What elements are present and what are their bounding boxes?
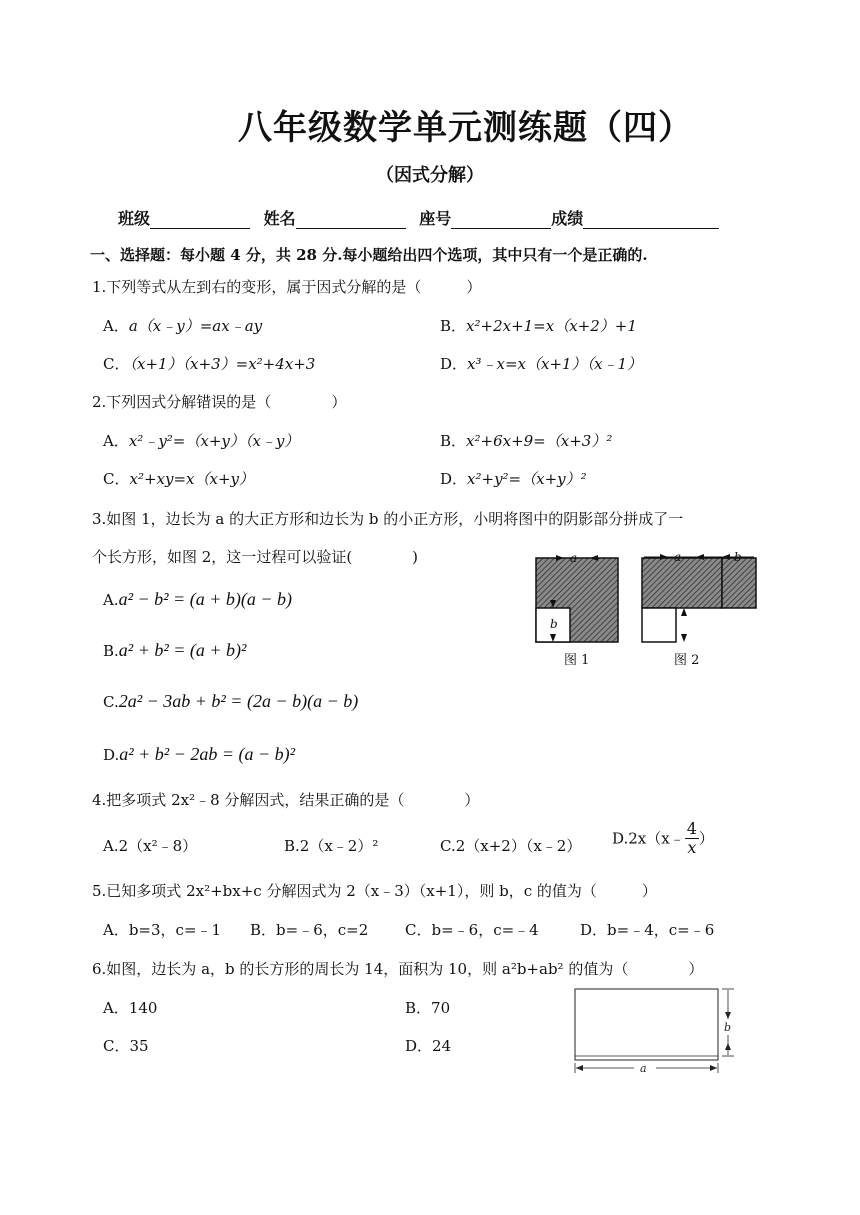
fraction-4-over-x: $\frac{4}{x}$ [686,819,697,857]
question-3-stem-line2: 个长方形，如图 2，这一过程可以验证( ) [92,548,419,566]
q2-option-b[interactable]: B．x²+6x+9=（x+3）² [440,432,613,450]
fig6-label-b: b [724,1021,732,1034]
fig2-caption: 图 2 [674,653,700,668]
section-heading: 一、选择题：每小题 4 分，共 28 分.每小题给出四个选项，其中只有一个是正确的. [90,246,648,264]
class-label: 班级 [118,209,151,228]
question-2-stem: 2.下列因式分解错误的是（ ） [92,393,347,411]
q5-option-b[interactable]: B．b=﹣6，c=2 [250,921,369,939]
q1-option-d[interactable]: D．x³﹣x=x（x+1）（x﹣1） [440,355,643,373]
q4-option-b[interactable]: B.2（x﹣2）² [284,837,379,855]
student-info-row [118,206,719,229]
q4-option-a[interactable]: A.2（x²﹣8） [103,837,198,855]
q2-option-d[interactable]: D．x²+y²=（x+y）² [440,470,587,488]
q3-option-a[interactable]: A.a² − b² = (a + b)(a − b) [103,589,292,609]
q2-option-a[interactable]: A．x²﹣y²=（x+y）（x﹣y） [103,432,300,450]
q6-option-a[interactable]: A．140 [103,999,158,1017]
class-blank[interactable] [150,210,250,229]
seat-blank[interactable] [451,210,551,229]
q1-option-c[interactable]: C．（x+1）（x+3）=x²+4x+3 [103,355,316,373]
question-1-stem: 1.下列等式从左到右的变形，属于因式分解的是（ ） [92,278,482,296]
score-blank[interactable] [583,210,719,229]
question-6-stem: 6.如图，边长为 a，b 的长方形的周长为 14，面积为 10，则 a²b+ab² 的值为（ ） [92,960,704,978]
page-subtitle: （因式分解） [376,165,484,186]
figure-2 [642,550,756,642]
q4-option-d[interactable]: D.2x（x﹣ $\frac{4}{x}$ ） [612,819,714,857]
fig1-caption: 图 1 [564,653,590,668]
figure-1 [536,551,618,642]
score-label: 成绩 [551,209,584,228]
q5-option-d[interactable]: D．b=﹣4，c=﹣6 [580,921,715,939]
q2-option-c[interactable]: C．x²+xy=x（x+y） [103,470,254,488]
q1-option-a[interactable]: A．a（x﹣y）=ax﹣ay [103,317,263,335]
page-title: 八年级数学单元测练题（四） [238,108,693,148]
q3-option-c[interactable]: C.2a² − 3ab + b² = (2a − b)(a − b) [103,691,359,711]
name-blank[interactable] [296,210,406,229]
q5-option-c[interactable]: C．b=﹣6，c=﹣4 [405,921,539,939]
q6-option-b[interactable]: B．70 [405,999,451,1017]
q6-rectangle-figure [570,985,745,1077]
q1-option-b[interactable]: B．x²+2x+1=x（x+2）+1 [440,317,637,335]
q4-option-c[interactable]: C.2（x+2）（x﹣2） [440,837,582,855]
fig2-label-b: b [734,550,742,564]
q6-option-c[interactable]: C．35 [103,1037,149,1055]
q3-option-d[interactable]: D.a² + b² − 2ab = (a − b)² [103,744,296,764]
question-5-stem: 5.已知多项式 2x²+bx+c 分解因式为 2（x﹣3）（x+1），则 b，c 的值为（ ） [92,882,657,900]
fig6-label-a: a [640,1062,647,1075]
name-label: 姓名 [263,209,296,228]
q6-option-d[interactable]: D．24 [405,1037,452,1055]
q3-option-b[interactable]: B.a² + b² = (a + b)² [103,640,247,660]
q5-option-a[interactable]: A．b=3，c=﹣1 [103,921,222,939]
seat-label: 座号 [419,209,452,228]
question-3-stem-line1: 3.如图 1，边长为 a 的大正方形和边长为 b 的小正方形，小明将图中的阴影部分拼成了一 [92,510,684,528]
fig1-label-a: a [570,551,578,565]
fig2-label-a: a [674,550,682,564]
question-4-stem: 4.把多项式 2x²﹣8 分解因式，结果正确的是（ ） [92,791,480,809]
fig1-label-b: b [550,617,558,631]
q3-figures [528,550,768,670]
